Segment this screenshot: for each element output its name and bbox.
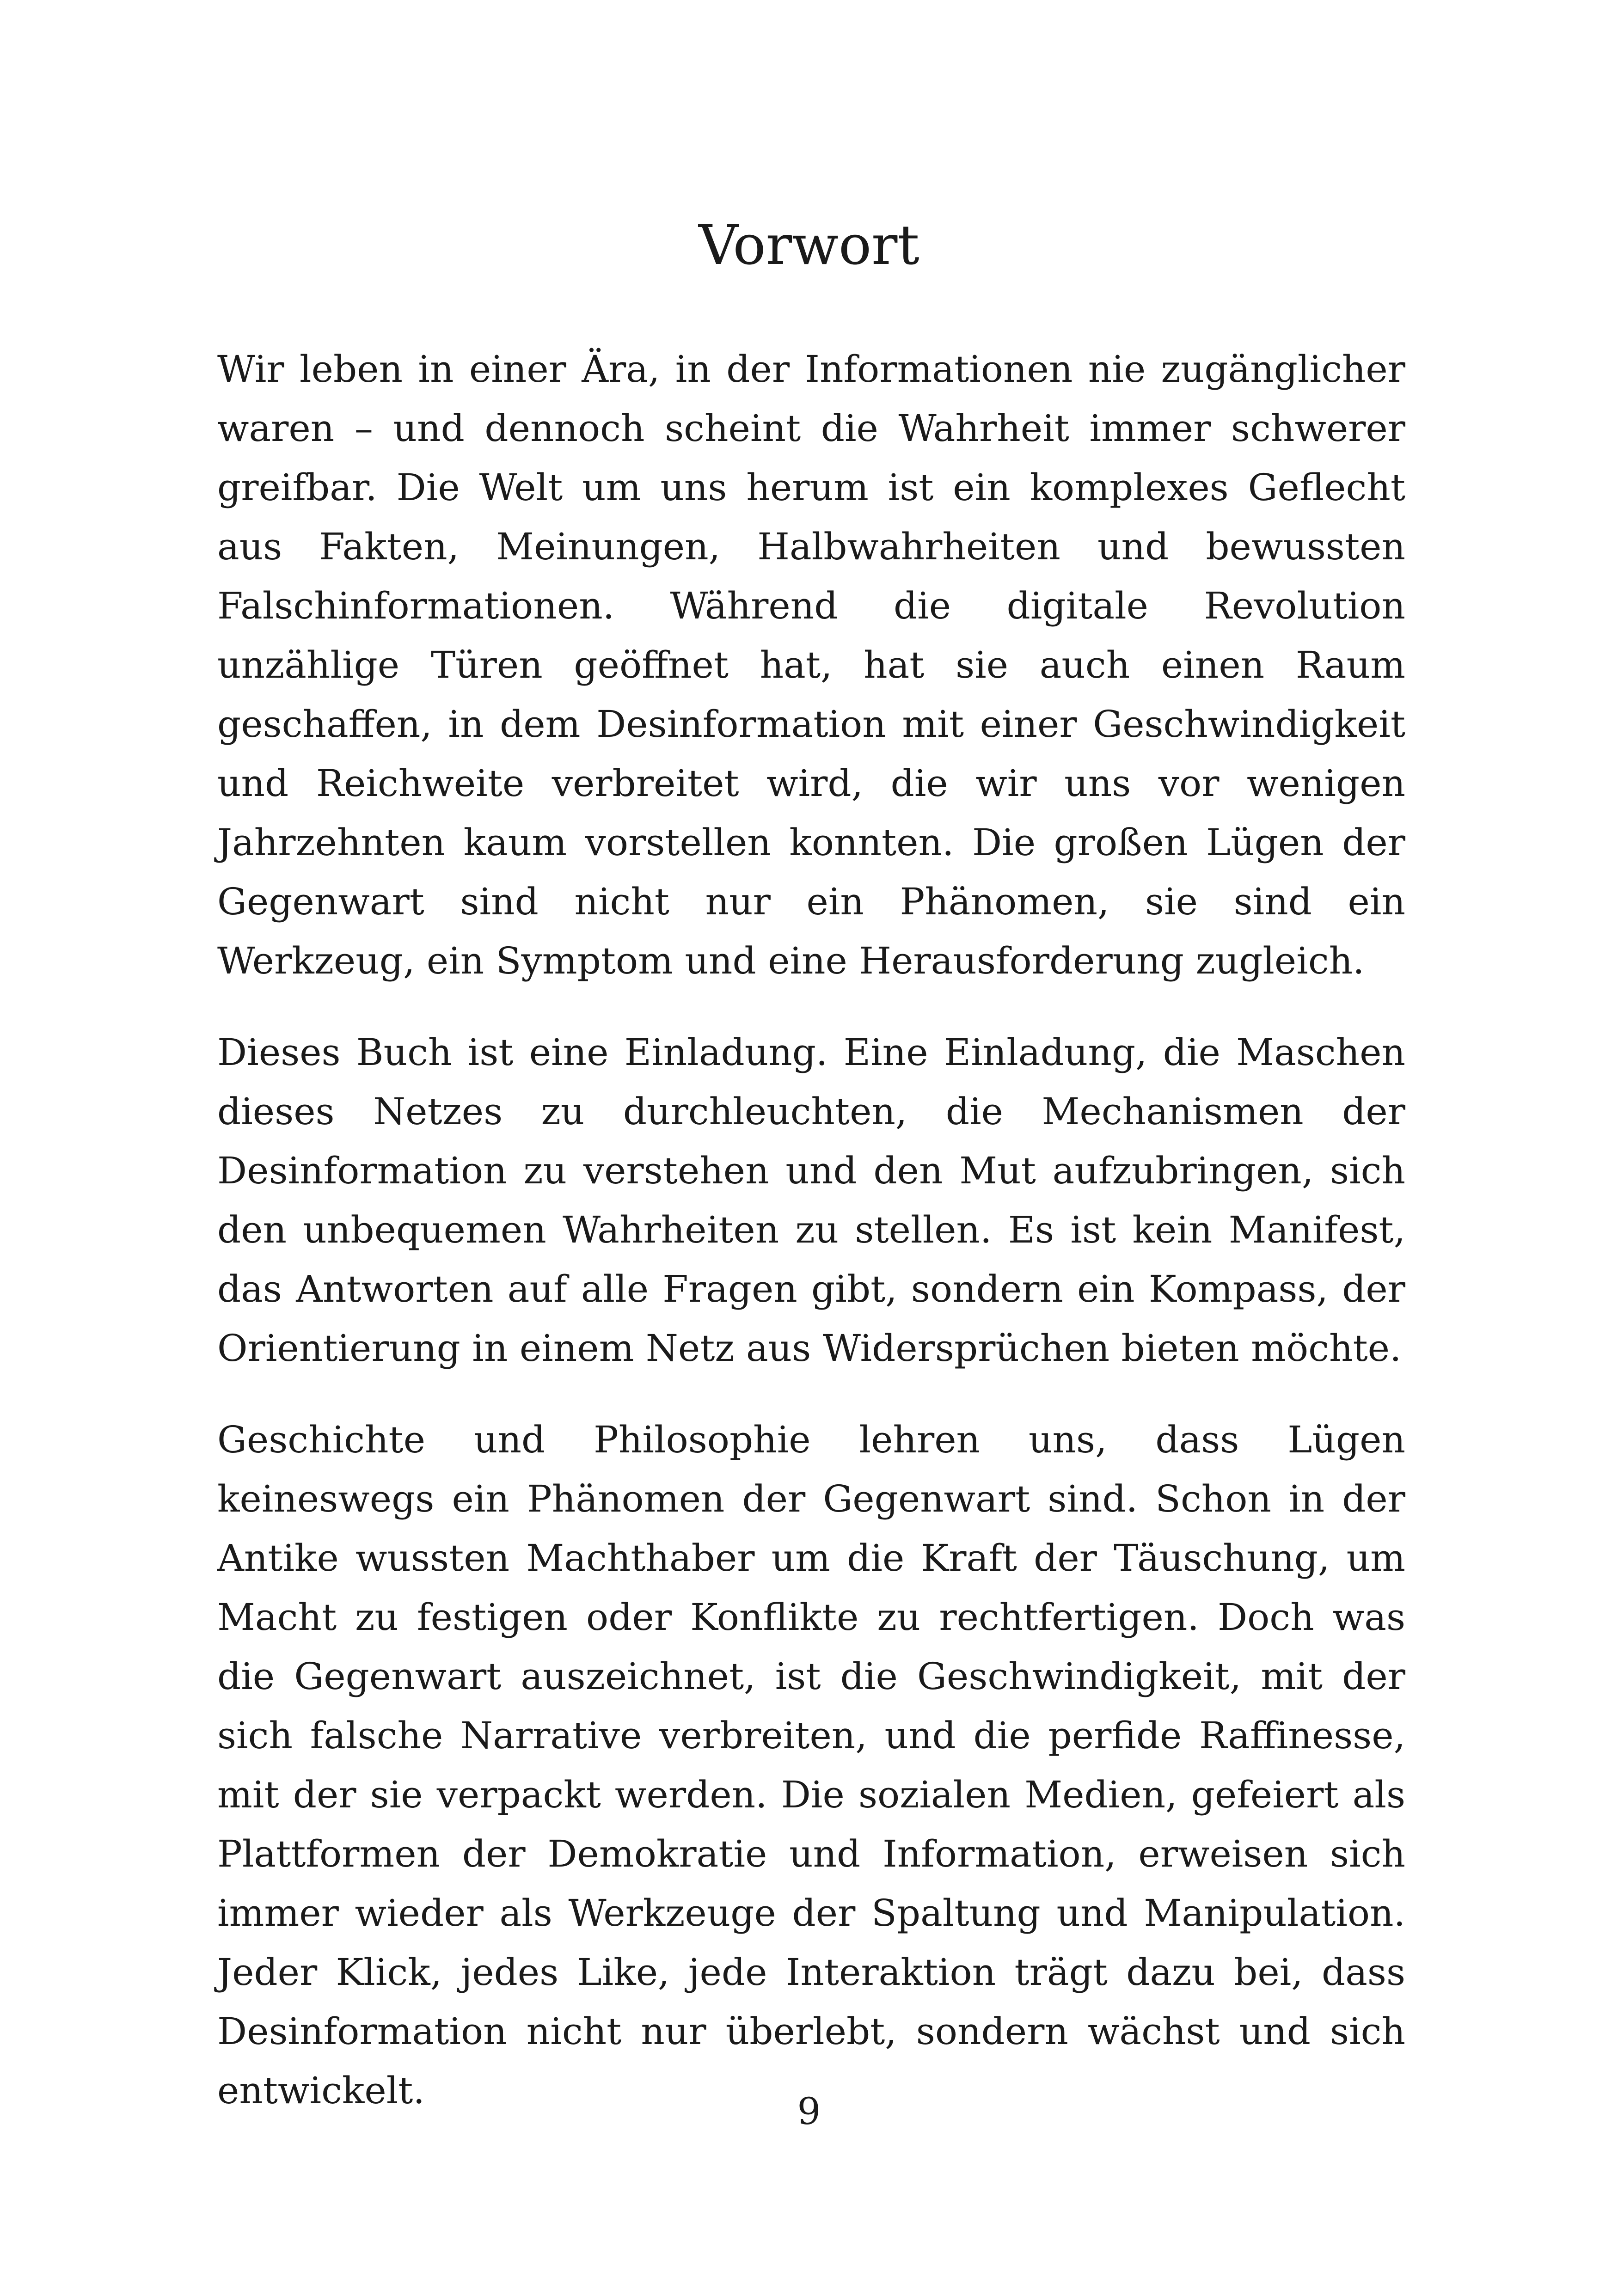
paragraph-2: Dieses Buch ist eine Einladung. Eine Einladung, die Maschen dieses Netzes zu durchleuchten, die Mechanismen der Desinformation zu verstehen und den Mut aufzubringen, sich den unbequemen Wahrheiten zu stellen. Es ist kein Manifest, das Antworten auf alle Fragen gibt, sondern ein Kompass, der Orientierung in einem Netz aus Widersprüchen bieten möchte.	[217, 1031, 1405, 1370]
chapter-title: Vorwort	[699, 213, 919, 277]
paragraph-3: Geschichte und Philosophie lehren uns, dass Lügen keineswegs ein Phänomen der Gegenwart sind. Schon in der Antike wussten Machthaber um die Kraft der Täuschung, um Macht zu festigen oder Konflikte zu rechtfertigen. Doch was die Gegenwart auszeichnet, ist die Geschwindigkeit, mit der sich falsche Narrative verbreiten, und die perfide Raffinesse, mit der sie verpackt werden. Die sozialen Medien, gefeiert als Plattformen der Demokratie und Information, erweisen sich immer wieder als Werkzeuge der Spaltung und Manipulation. Jeder Klick, jedes Like, jede Interaktion trägt dazu bei, dass Desinformation nicht nur überlebt, sondern wächst und sich entwickelt.	[217, 1418, 1405, 2112]
paragraph-1: Wir leben in einer Ära, in der Informationen nie zugänglicher waren – und dennoch scheint die Wahrheit immer schwerer greifbar. Die Welt um uns herum ist ein komplexes Geflecht aus Fakten, Meinungen, Halbwahrheiten und bewussten Falschinformationen. Während die digitale Revolution unzählige Türen geöffnet hat, hat sie auch einen Raum geschaffen, in dem Desinformation mit einer Geschwindigkeit und Reichweite verbreitet wird, die wir uns vor wenigen Jahrzehnten kaum vorstellen konnten. Die großen Lügen der Gegenwart sind nicht nur ein Phänomen, sie sind ein Werkzeug, ein Symptom und eine Herausforderung zugleich.	[217, 348, 1405, 982]
page-number: 9	[797, 2090, 821, 2133]
body-text	[217, 340, 1405, 2153]
